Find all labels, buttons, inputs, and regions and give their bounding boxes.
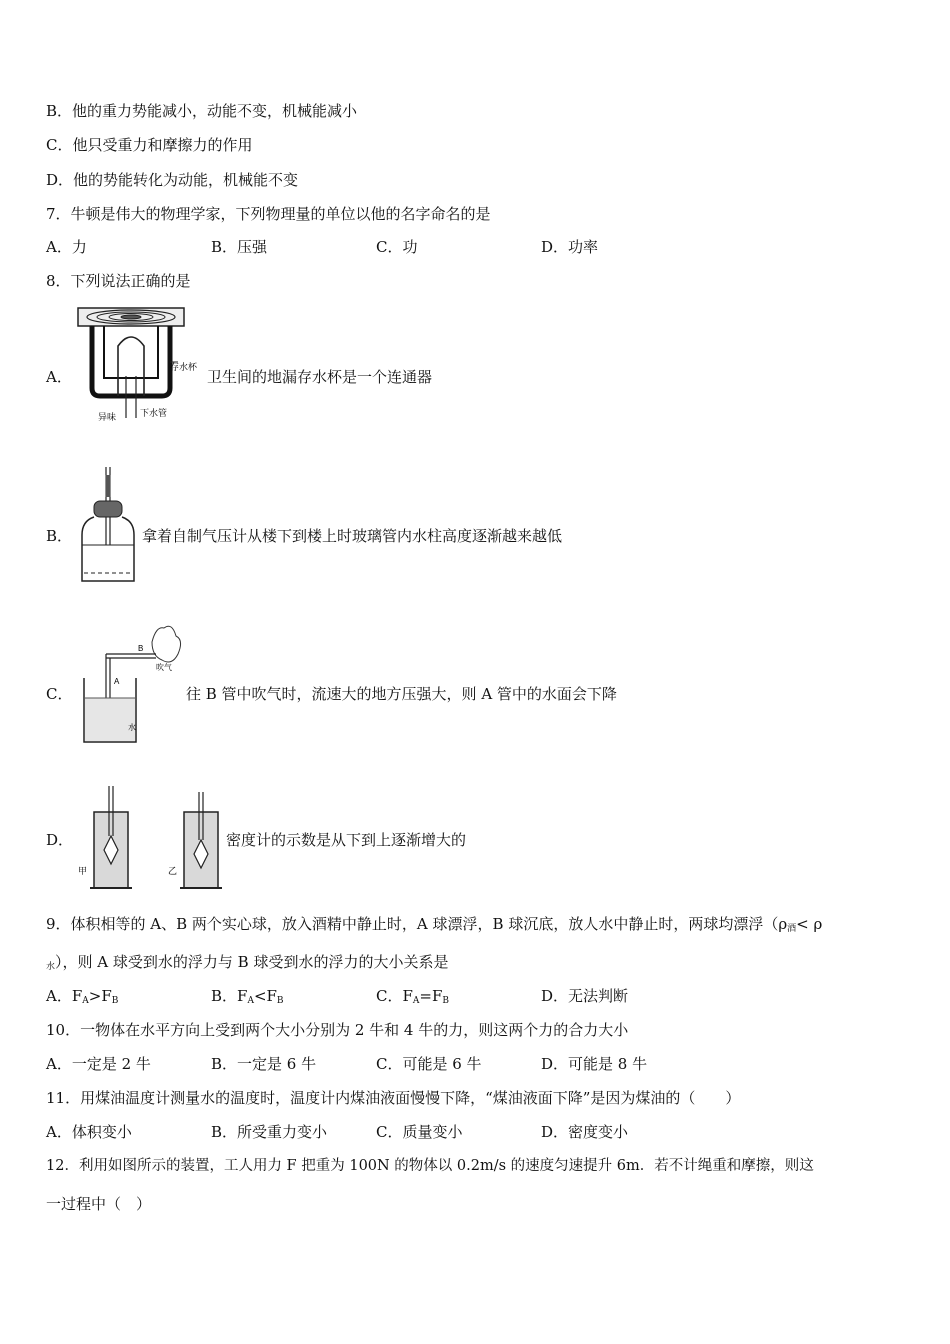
- q12-stem-line2: 一过程中（ ）: [46, 1195, 152, 1213]
- q10-option-d: D．可能是 8 牛: [541, 1055, 648, 1073]
- hydrometer-figure: [76, 782, 224, 894]
- q8-option-d-text: 密度计的示数是从下到上逐渐增大的: [226, 831, 467, 849]
- label-cup: 存水杯: [170, 362, 198, 372]
- q10-stem: 10．一物体在水平方向上受到两个大小分别为 2 牛和 4 牛的力，则这两个力的合力大小: [46, 1021, 629, 1039]
- q8-option-b-label: B．: [46, 527, 73, 545]
- q8-option-a-text: 卫生间的地漏存水杯是一个连通器: [207, 368, 433, 386]
- q11-option-d: D．密度变小: [541, 1123, 629, 1141]
- label-tube-b: B: [138, 644, 144, 653]
- q10-option-b: B．一定是 6 牛: [211, 1055, 317, 1073]
- q6-option-b: B．他的重力势能减小，动能不变，机械能减小: [46, 102, 358, 120]
- q7-stem: 7．牛顿是伟大的物理学家，下列物理量的单位以他的名字命名的是: [46, 205, 491, 223]
- q11-option-b: B．所受重力变小: [211, 1123, 328, 1141]
- q8-option-a-label: A．: [46, 368, 72, 386]
- label-pipe: 下水管: [140, 408, 168, 418]
- q11-stem: 11．用煤油温度计测量水的温度时，温度计内煤油液面慢慢下降，“煤油液面下降”是因为煤油的（ ）: [46, 1089, 741, 1107]
- floor-drain-figure: [74, 306, 206, 424]
- q10-option-c: C．可能是 6 牛: [376, 1055, 482, 1073]
- q8-option-c-text: 往 B 管中吹气时，流速大的地方压强大，则 A 管中的水面会下降: [186, 685, 617, 703]
- q9-option-b: B．$F_A<F_B$: [211, 987, 284, 1006]
- label-tube-a: A: [114, 677, 120, 686]
- q9-stem-line1: [46, 914, 822, 939]
- q8-option-d-label: D．: [46, 831, 74, 849]
- q6-option-c: C．他只受重力和摩擦力的作用: [46, 136, 253, 154]
- q11-option-a: A．体积变小: [46, 1123, 132, 1141]
- label-blow: 吹气: [156, 663, 172, 672]
- q9-option-d: D．无法判断: [541, 987, 629, 1005]
- q10-option-a: A．一定是 2 牛: [46, 1055, 151, 1073]
- q9-stem-part2: ），则 A 球受到水的浮力与 B 球受到水的浮力的大小关系是: [55, 953, 449, 971]
- q9-option-a: A．$F_A>F_B$: [46, 987, 119, 1006]
- q9-option-c: C．$F_A=F_B$: [376, 987, 449, 1006]
- q8-option-b-text: 拿着自制气压计从楼下到楼上时玻璃管内水柱高度逐渐越来越低: [142, 527, 563, 545]
- q7-option-a: A．力: [46, 238, 87, 256]
- blowing-tube-figure: [76, 620, 188, 748]
- q7-option-d: D．功率: [541, 238, 599, 256]
- q11-option-c: C．质量变小: [376, 1123, 463, 1141]
- label-yi: 乙: [168, 866, 178, 876]
- rho-sub-water: 水: [46, 962, 56, 972]
- q12-stem-line1: 12．利用如图所示的装置，工人用力 F 把重为 100N 的物体以 0.2m/s 的速度匀速提升 6m．若不计绳重和摩擦，则这: [46, 1158, 814, 1174]
- rho-sub-alcohol: 酒: [787, 924, 797, 934]
- label-jia: 甲: [78, 866, 88, 876]
- label-water: 水: [128, 723, 136, 732]
- q6-option-d: D．他的势能转化为动能，机械能不变: [46, 171, 299, 189]
- q9-stem-line2: [46, 952, 448, 977]
- q8-stem: 8．下列说法正确的是: [46, 272, 191, 290]
- q7-option-b: B．压强: [211, 238, 268, 256]
- q8-option-c-label: C．: [46, 685, 73, 703]
- rho-mid: < ρ: [796, 915, 823, 933]
- q7-option-c: C．功: [376, 238, 418, 256]
- barometer-figure: [76, 465, 140, 587]
- q9-stem-part1: 9．体积相等的 A、B 两个实心球，放入酒精中静止时，A 球漂浮，B 球沉底，放人水中静止时，两球均漂浮（ρ: [46, 915, 788, 933]
- label-odor: 异味: [98, 412, 117, 422]
